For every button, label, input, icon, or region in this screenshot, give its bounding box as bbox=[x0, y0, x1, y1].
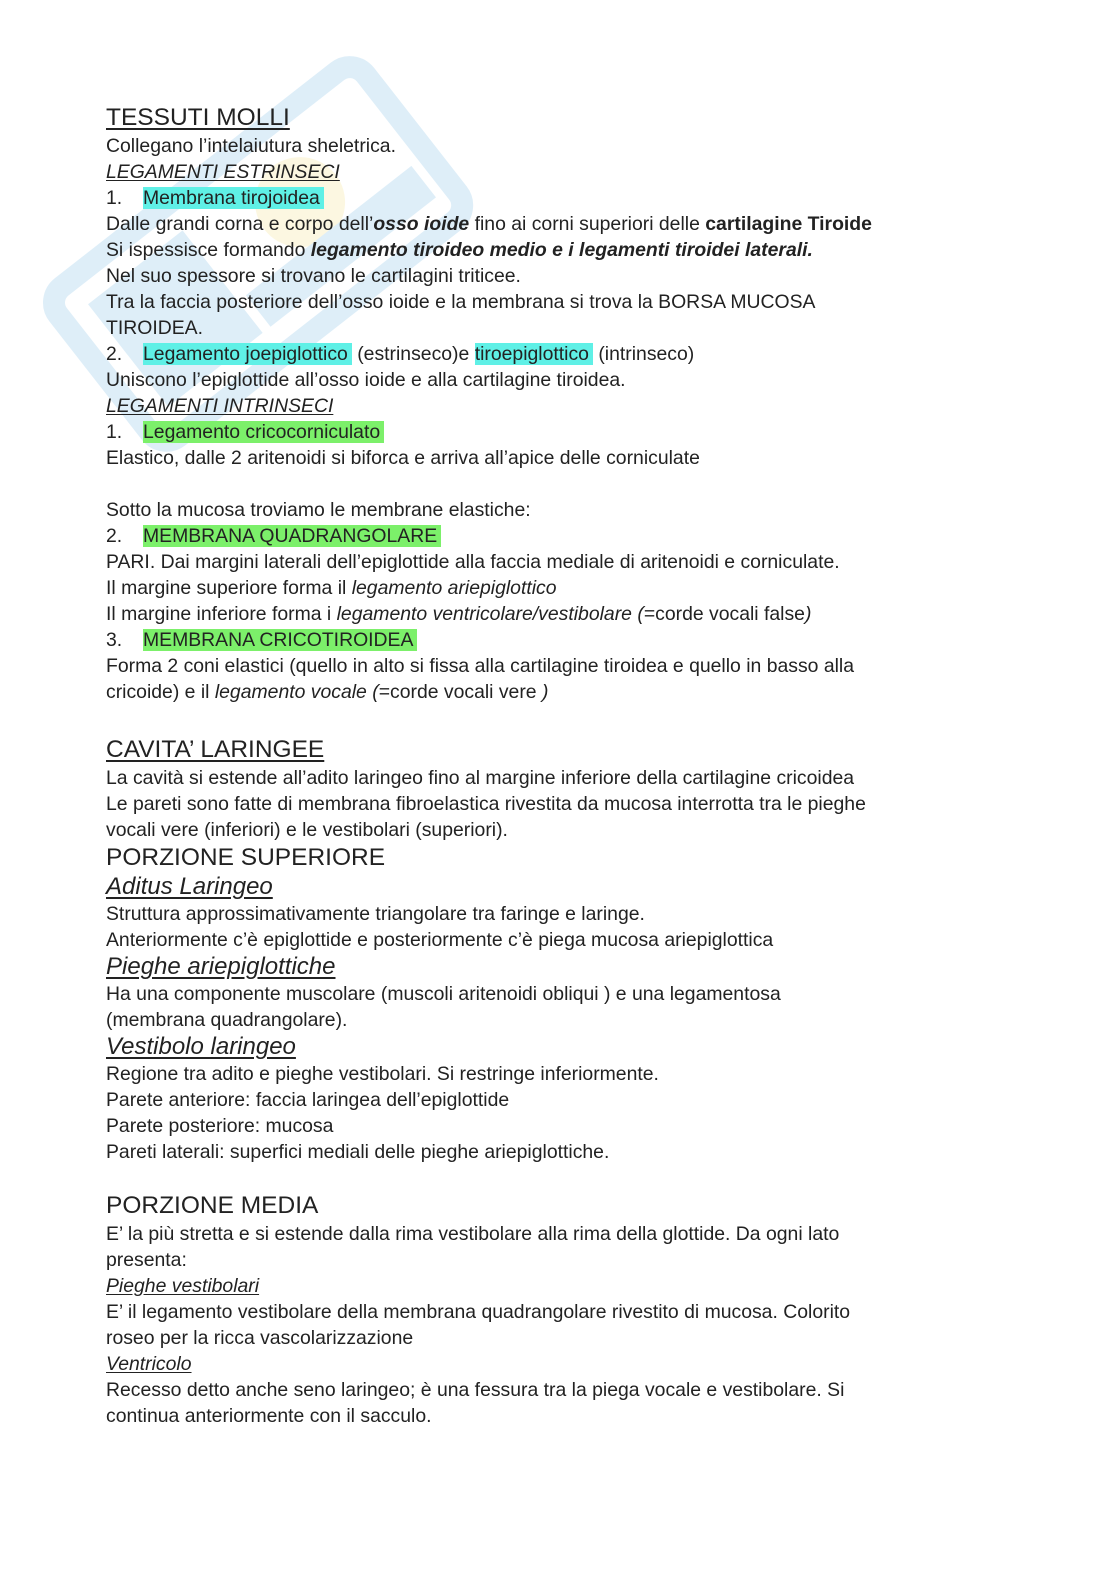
highlight: Legamento cricocorniculato bbox=[143, 421, 384, 443]
highlight: MEMBRANA QUADRANGOLARE bbox=[143, 525, 441, 547]
list-item-legamento-joepiglottico: 2. Legamento joepiglottico (estrinseco)e tiroepiglottico (intrinseco) bbox=[106, 343, 695, 365]
paragraph-line: Nel suo spessore si trovano le cartilagini triticee. bbox=[106, 265, 521, 287]
highlight: MEMBRANA CRICOTIROIDEA bbox=[143, 629, 417, 651]
paragraph-line: Tra la faccia posteriore dell’osso ioide e la membrana si trova la BORSA MUCOSA bbox=[106, 291, 816, 313]
paragraph-line: Elastico, dalle 2 aritenoidi si biforca e arriva all’apice delle corniculate bbox=[106, 447, 700, 469]
list-item-membrana-quadrangolare: 2. MEMBRANA QUADRANGOLARE bbox=[106, 523, 1006, 549]
subheading-estrinseci: LEGAMENTI ESTRINSECI bbox=[106, 161, 340, 183]
paragraph-line: Parete posteriore: mucosa bbox=[106, 1115, 334, 1137]
paragraph-line: Il margine superiore forma il legamento ariepiglottico bbox=[106, 577, 557, 599]
paragraph-line: TIROIDEA. bbox=[106, 317, 203, 339]
intro-text: Collegano l’intelaiutura sheletrica. bbox=[106, 135, 396, 157]
paragraph-line: La cavità si estende all’adito laringeo fino al margine inferiore della cartilagine cricoidea bbox=[106, 767, 855, 789]
heading-vestibolo: Vestibolo laringeo bbox=[106, 1033, 296, 1060]
paragraph-line: Si ispessisce formando legamento tiroideo medio e i legamenti tiroidei laterali. bbox=[106, 239, 813, 261]
heading-porzione-superiore: PORZIONE SUPERIORE bbox=[106, 844, 386, 871]
subheading-pieghe-vestibolari: Pieghe vestibolari bbox=[106, 1275, 260, 1297]
paragraph-line: Parete anteriore: faccia laringea dell’epiglottide bbox=[106, 1089, 510, 1111]
paragraph-line: Pareti laterali: superfici mediali delle pieghe ariepiglottiche. bbox=[106, 1141, 610, 1163]
paragraph-line: Anteriormente c’è epiglottide e posteriormente c’è piega mucosa ariepiglottica bbox=[106, 929, 774, 951]
highlight: tiroepiglottico bbox=[475, 343, 593, 365]
section-title-cavita: CAVITA’ LARINGEE bbox=[106, 736, 325, 763]
list-item-membrana-tirojoidea: 1. Membrana tirojoidea bbox=[106, 185, 1006, 211]
list-item-membrana-cricotiroidea: 3. MEMBRANA CRICOTIROIDEA bbox=[106, 627, 1006, 653]
paragraph-line: E’ la più stretta e si estende dalla rima vestibolare alla rima della glottide. Da ogni lato bbox=[106, 1223, 840, 1245]
paragraph-line: continua anteriormente con il sacculo. bbox=[106, 1405, 432, 1427]
paragraph-line: roseo per la ricca vascolarizzazione bbox=[106, 1327, 414, 1349]
paragraph-line: Struttura approssimativamente triangolare tra faringe e laringe. bbox=[106, 903, 645, 925]
heading-aditus: Aditus Laringeo bbox=[106, 873, 273, 900]
paragraph-line: Ha una componente muscolare (muscoli aritenoidi obliqui ) e una legamentosa bbox=[106, 983, 781, 1005]
paragraph-line: vocali vere (inferiori) e le vestibolari (superiori). bbox=[106, 819, 508, 841]
paragraph-line: (membrana quadrangolare). bbox=[106, 1009, 348, 1031]
paragraph-line: cricoide) e il legamento vocale (=corde vocali vere ) bbox=[106, 681, 549, 703]
paragraph-line: Dalle grandi corna e corpo dell’osso ioide fino ai corni superiori delle cartilagine Tiroide bbox=[106, 213, 872, 235]
subheading-ventricolo: Ventricolo bbox=[106, 1353, 192, 1375]
paragraph-line: Sotto la mucosa troviamo le membrane elastiche: bbox=[106, 499, 531, 521]
section-title-tessuti: TESSUTI MOLLI bbox=[106, 104, 290, 131]
paragraph-line: PARI. Dai margini laterali dell’epiglottide alla faccia mediale di aritenoidi e corniculate. bbox=[106, 551, 840, 573]
highlight: Membrana tirojoidea bbox=[143, 187, 324, 209]
paragraph-line: Regione tra adito e pieghe vestibolari. Si restringe inferiormente. bbox=[106, 1063, 659, 1085]
paragraph-line: E’ il legamento vestibolare della membrana quadrangolare rivestito di mucosa. Colorito bbox=[106, 1301, 851, 1323]
list-item-legamento-cricocorniculato: 1. Legamento cricocorniculato bbox=[106, 419, 1006, 445]
document-page bbox=[106, 103, 1006, 1429]
paragraph-line: Uniscono l’epiglottide all’osso ioide e alla cartilagine tiroidea. bbox=[106, 369, 626, 391]
paragraph-line: Le pareti sono fatte di membrana fibroelastica rivestita da mucosa interrotta tra le pieghe bbox=[106, 793, 866, 815]
subheading-intrinseci: LEGAMENTI INTRINSECI bbox=[106, 395, 334, 417]
paragraph-line: presenta: bbox=[106, 1249, 187, 1271]
paragraph-line: Recesso detto anche seno laringeo; è una fessura tra la piega vocale e vestibolare. Si bbox=[106, 1379, 845, 1401]
paragraph-line: Il margine inferiore forma i legamento ventricolare/vestibolare (=corde vocali false) bbox=[106, 603, 812, 625]
highlight: Legamento joepiglottico bbox=[143, 343, 352, 365]
heading-porzione-media: PORZIONE MEDIA bbox=[106, 1192, 319, 1219]
paragraph-line: Forma 2 coni elastici (quello in alto si fissa alla cartilagine tiroidea e quello in basso alla bbox=[106, 655, 855, 677]
heading-pieghe-ariepiglottiche: Pieghe ariepiglottiche bbox=[106, 953, 336, 980]
